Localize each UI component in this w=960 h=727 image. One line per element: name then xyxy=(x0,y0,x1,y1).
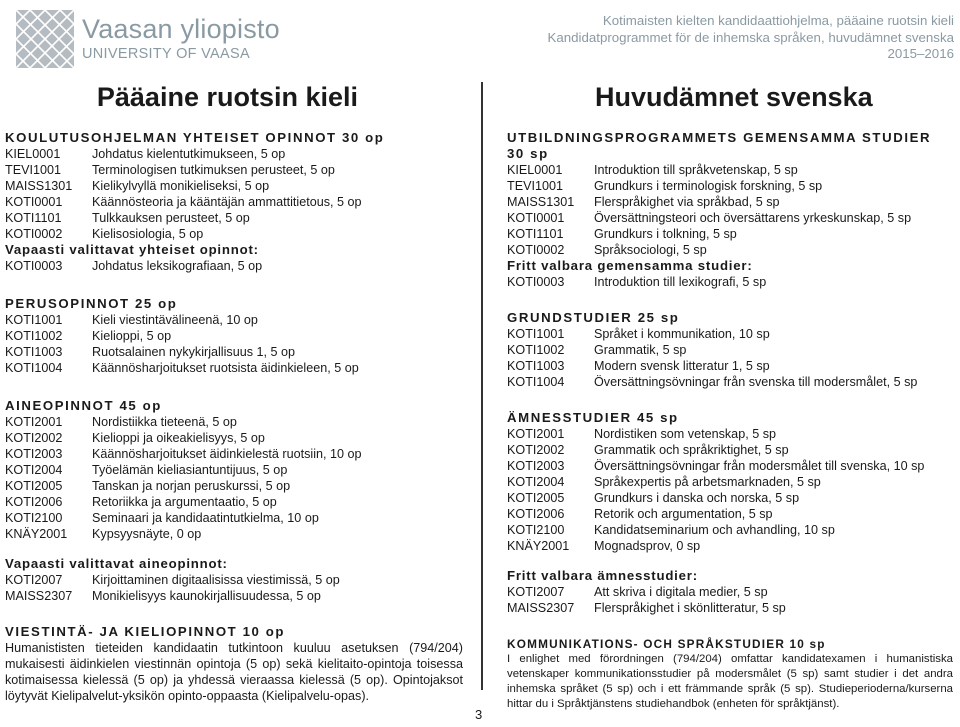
section-title: UTBILDNINGSPROGRAMMETS GEMENSAMMA STUDIER 30 sp xyxy=(507,130,932,161)
course-name: Tanskan ja norjan peruskurssi, 5 op xyxy=(92,479,291,493)
course-name: Kielikylvyllä monikieliseksi, 5 op xyxy=(92,179,270,193)
course-name: Nordistiken som vetenskap, 5 sp xyxy=(594,427,776,441)
course-code: KOTI2003 xyxy=(5,447,63,461)
course-name: Introduktion till lexikografi, 5 sp xyxy=(594,275,767,289)
course-row xyxy=(507,326,953,342)
course-row xyxy=(5,478,463,494)
section-title: VIESTINTÄ- JA KIELIOPINNOT 10 op xyxy=(5,624,286,639)
left-column xyxy=(5,80,463,704)
program-name-sv: Kandidatprogrammet för de inhemska språken, huvudämnet svenska xyxy=(547,29,954,45)
course-name: Grundkurs i danska och norska, 5 sp xyxy=(594,491,800,505)
course-code: KOTI2001 xyxy=(5,415,63,429)
left-section-communication xyxy=(5,624,463,704)
course-code: KOTI2004 xyxy=(507,475,565,489)
course-row xyxy=(507,274,953,290)
academic-years: 2015–2016 xyxy=(887,46,954,61)
course-name: Terminologisen tutkimuksen perusteet, 5 op xyxy=(92,163,335,177)
section-title: PERUSOPINNOT 25 op xyxy=(5,296,178,311)
course-name: Tulkkauksen perusteet, 5 op xyxy=(92,211,250,225)
course-code: KOTI0002 xyxy=(507,243,565,257)
course-code: KOTI2007 xyxy=(5,573,63,587)
course-row xyxy=(5,360,463,376)
right-section-subject xyxy=(507,410,953,616)
course-row xyxy=(507,178,953,194)
optional-subtitle: Vapaasti valittavat yhteiset opinnot: xyxy=(5,242,259,257)
course-row xyxy=(507,210,953,226)
course-code: KOTI1004 xyxy=(5,361,63,375)
course-row xyxy=(5,572,463,588)
section-title: AINEOPINNOT 45 op xyxy=(5,398,162,413)
course-row xyxy=(5,328,463,344)
course-name: Grundkurs i tolkning, 5 sp xyxy=(594,227,737,241)
course-code: KIEL0001 xyxy=(507,163,563,177)
course-code: KOTI2005 xyxy=(507,491,565,505)
left-section-subject xyxy=(5,398,463,604)
course-row xyxy=(507,342,953,358)
right-column xyxy=(507,80,953,712)
course-row xyxy=(5,414,463,430)
course-name: Språket i kommunikation, 10 sp xyxy=(594,327,770,341)
course-code: KOTI2006 xyxy=(5,495,63,509)
optional-subtitle: Vapaasti valittavat aineopinnot: xyxy=(5,556,228,571)
course-name: Käännösharjoitukset äidinkielestä ruotsiin, 10 op xyxy=(92,447,362,461)
course-row xyxy=(507,522,953,538)
course-code: KOTI1004 xyxy=(507,375,565,389)
course-code: KNÄY2001 xyxy=(5,527,68,541)
optional-subtitle: Fritt valbara gemensamma studier: xyxy=(507,258,753,273)
course-code: MAISS1301 xyxy=(507,195,575,209)
course-name: Käännösharjoitukset ruotsista äidinkieleen, 5 op xyxy=(92,361,359,375)
course-code: MAISS2307 xyxy=(5,589,73,603)
course-row xyxy=(507,538,953,554)
course-name: Kielioppi, 5 op xyxy=(92,329,172,343)
course-row xyxy=(5,446,463,462)
course-row xyxy=(507,584,953,600)
course-name: Retorik och argumentation, 5 sp xyxy=(594,507,773,521)
course-code: MAISS2307 xyxy=(507,601,575,615)
course-row xyxy=(5,194,463,210)
course-code: KIEL0001 xyxy=(5,147,61,161)
course-row xyxy=(5,526,463,542)
course-row xyxy=(5,146,463,162)
course-code: TEVI1001 xyxy=(507,179,564,193)
course-row xyxy=(507,442,953,458)
course-code: MAISS1301 xyxy=(5,179,73,193)
page-number: 3 xyxy=(475,707,483,722)
course-code: KOTI0002 xyxy=(5,227,63,241)
section-paragraph: I enlighet med förordningen (794/204) omfattar kandidatexamen i humanistiska vetenskaper kommunikationsstudier på modersmålet (5 sp) samt studier i det andra inhemska språket (5 sp) och i ett främmande språk (5 sp). Studieperioderna/kurserna hittar du i Språktjänstens studiehandbok (enheten för språktjänst). xyxy=(507,653,953,710)
course-name: Översättningsövningar från modersmålet till svenska, 10 sp xyxy=(594,459,925,473)
course-code: TEVI1001 xyxy=(5,163,62,177)
course-code: KOTI2002 xyxy=(507,443,565,457)
course-row xyxy=(507,242,953,258)
section-title: ÄMNESSTUDIER 45 sp xyxy=(507,410,679,425)
course-code: KNÄY2001 xyxy=(507,539,570,553)
course-name: Mognadsprov, 0 sp xyxy=(594,539,701,553)
course-code: KOTI2100 xyxy=(507,523,565,537)
course-code: KOTI1002 xyxy=(5,329,63,343)
course-code: KOTI1001 xyxy=(5,313,63,327)
course-name: Översättningsteori och översättarens yrkeskunskap, 5 sp xyxy=(594,211,912,225)
section-paragraph: Humanististen tieteiden kandidaatin tutkintoon kuuluu asetuksen (794/204) mukaisesti äidinkielen viestinnän opintoja (5 op) sekä kielitaito-opintoja toisessa kotimaisessa kielessä (5 op) ja yhdessä vieraassa kielessä (5 op). Opintojaksot löytyvät Kielipalvelut-yksikön opinto-oppaasta (Kielipalvelu-opas). xyxy=(5,641,463,703)
course-code: KOTI1002 xyxy=(507,343,565,357)
course-name: Språksociologi, 5 sp xyxy=(594,243,707,257)
course-row xyxy=(5,430,463,446)
course-code: KOTI2004 xyxy=(5,463,63,477)
course-code: KOTI1101 xyxy=(5,211,62,225)
course-row xyxy=(507,226,953,242)
course-row xyxy=(5,258,463,274)
course-row xyxy=(507,474,953,490)
course-name: Nordistiikka tieteenä, 5 op xyxy=(92,415,237,429)
program-name-fi: Kotimaisten kielten kandidaattiohjelma, pääaine ruotsin kieli xyxy=(602,13,954,28)
right-section-communication xyxy=(507,636,953,712)
course-row xyxy=(5,588,463,604)
course-code: KOTI2003 xyxy=(507,459,565,473)
course-code: KOTI2001 xyxy=(507,427,565,441)
course-code: KOTI0003 xyxy=(5,259,63,273)
university-logo xyxy=(16,10,280,68)
course-row xyxy=(507,162,953,178)
course-row xyxy=(5,494,463,510)
course-row xyxy=(5,226,463,242)
course-name: Kandidatseminarium och avhandling, 10 sp xyxy=(594,523,835,537)
course-name: Att skriva i digitala medier, 5 sp xyxy=(594,585,768,599)
course-code: KOTI0003 xyxy=(507,275,565,289)
course-code: KOTI2005 xyxy=(5,479,63,493)
optional-subtitle: Fritt valbara ämnesstudier: xyxy=(507,568,698,583)
course-name: Flerspråkighet via språkbad, 5 sp xyxy=(594,195,780,209)
right-section-basic xyxy=(507,310,953,390)
course-row xyxy=(507,358,953,374)
course-row xyxy=(5,210,463,226)
course-name: Ruotsalainen nykykirjallisuus 1, 5 op xyxy=(92,345,296,359)
course-code: KOTI1003 xyxy=(5,345,63,359)
course-code: KOTI2006 xyxy=(507,507,565,521)
left-column-title: Pääaine ruotsin kieli xyxy=(96,82,358,112)
course-row xyxy=(5,510,463,526)
right-section-common xyxy=(507,130,953,290)
course-name: Introduktion till språkvetenskap, 5 sp xyxy=(594,163,798,177)
course-name: Johdatus leksikografiaan, 5 op xyxy=(92,259,263,273)
section-title: GRUNDSTUDIER 25 sp xyxy=(507,310,680,325)
course-name: Johdatus kielentutkimukseen, 5 op xyxy=(92,147,286,161)
course-code: KOTI1101 xyxy=(507,227,564,241)
column-divider xyxy=(481,82,483,690)
course-name: Monikielisyys kaunokirjallisuudessa, 5 op xyxy=(92,589,321,603)
course-row xyxy=(507,374,953,390)
course-name: Kypsyysnäyte, 0 op xyxy=(92,527,202,541)
course-name: Översättningsövningar från svenska till modersmålet, 5 sp xyxy=(594,375,918,389)
course-name: Työelämän kieliasiantuntijuus, 5 op xyxy=(92,463,288,477)
course-code: KOTI1001 xyxy=(507,327,565,341)
section-title: KOULUTUSOHJELMAN YHTEISET OPINNOT 30 op xyxy=(5,130,385,145)
right-column-title: Huvudämnet svenska xyxy=(595,82,873,112)
course-row xyxy=(507,194,953,210)
course-code: KOTI2002 xyxy=(5,431,63,445)
course-code: KOTI2007 xyxy=(507,585,565,599)
course-name: Grammatik, 5 sp xyxy=(594,343,687,357)
course-row xyxy=(5,178,463,194)
section-title: KOMMUNIKATIONS- OCH SPRÅKSTUDIER 10 sp xyxy=(507,637,826,651)
course-name: Retoriikka ja argumentaatio, 5 op xyxy=(92,495,277,509)
left-section-basic xyxy=(5,296,463,376)
course-name: Grundkurs i terminologisk forskning, 5 sp xyxy=(594,179,823,193)
course-row xyxy=(507,506,953,522)
university-emblem-icon xyxy=(16,10,74,68)
course-code: KOTI0001 xyxy=(507,211,565,225)
course-name: Grammatik och språkriktighet, 5 sp xyxy=(594,443,789,457)
course-code: KOTI2100 xyxy=(5,511,63,525)
logo-subtitle: UNIVERSITY OF VAASA xyxy=(82,46,250,63)
course-row xyxy=(507,600,953,616)
course-name: Kielisosiologia, 5 op xyxy=(92,227,204,241)
course-name: Modern svensk litteratur 1, 5 sp xyxy=(594,359,770,373)
course-row xyxy=(507,490,953,506)
course-name: Seminaari ja kandidaatintutkielma, 10 op xyxy=(92,511,319,525)
course-code: KOTI0001 xyxy=(5,195,63,209)
course-row xyxy=(5,462,463,478)
course-row xyxy=(507,426,953,442)
course-name: Kieli viestintävälineenä, 10 op xyxy=(92,313,258,327)
course-name: Kirjoittaminen digitaalisissa viestimissä, 5 op xyxy=(92,573,340,587)
logo-name: Vaasan yliopisto xyxy=(82,14,280,45)
course-name: Flerspråkighet i skönlitteratur, 5 sp xyxy=(594,601,786,615)
course-row xyxy=(5,312,463,328)
course-row xyxy=(5,162,463,178)
course-row xyxy=(5,344,463,360)
course-name: Språkexpertis på arbetsmarknaden, 5 sp xyxy=(594,475,821,489)
course-row xyxy=(507,458,953,474)
left-section-common xyxy=(5,130,463,274)
course-name: Käännösteoria ja kääntäjän ammattitietous, 5 op xyxy=(92,195,362,209)
course-name: Kielioppi ja oikeakielisyys, 5 op xyxy=(92,431,265,445)
course-code: KOTI1003 xyxy=(507,359,565,373)
program-header xyxy=(547,13,954,63)
